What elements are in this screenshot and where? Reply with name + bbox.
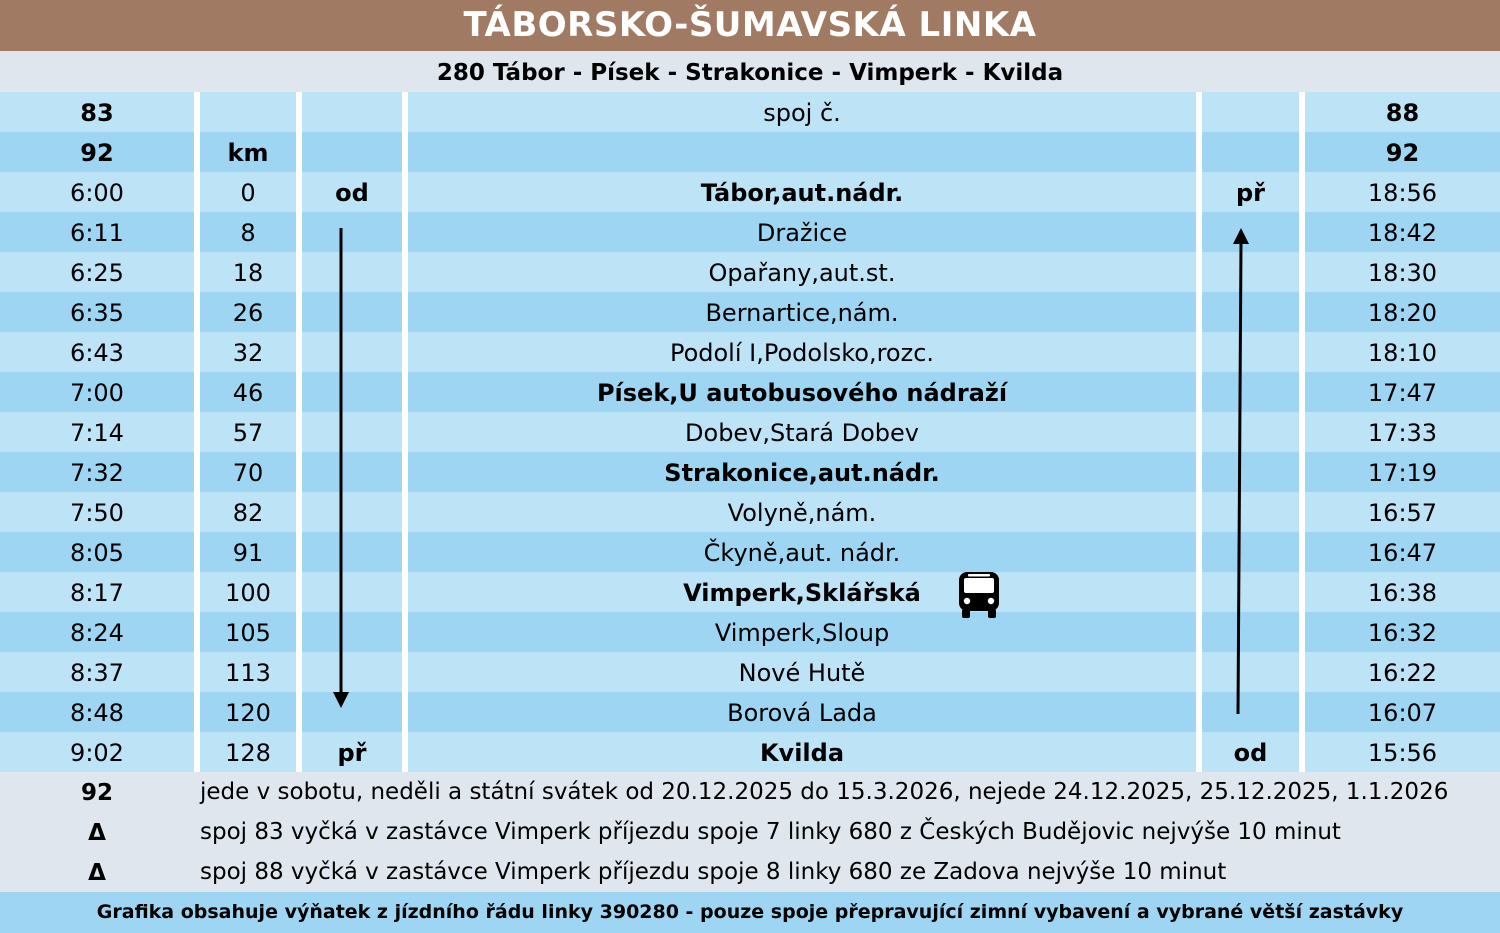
departure-time-outbound: 8:05 xyxy=(70,539,124,567)
stop-name: Dražice xyxy=(756,219,848,247)
km-value: 128 xyxy=(225,739,271,767)
departure-time-return: 18:20 xyxy=(1367,299,1438,327)
km-value: 26 xyxy=(232,299,264,327)
stop-name: Borová Lada xyxy=(727,699,877,727)
departure-time-outbound: 7:14 xyxy=(70,419,124,447)
note-code-return: 92 xyxy=(1385,139,1420,167)
km-header: km xyxy=(227,139,269,167)
bus-icon xyxy=(956,571,1002,619)
trip-number-outbound: 83 xyxy=(80,99,114,127)
departure-time-return: 17:33 xyxy=(1367,419,1438,447)
km-value: 70 xyxy=(232,459,264,487)
column-divider xyxy=(1196,92,1202,772)
stop-row xyxy=(0,372,1500,412)
stop-row xyxy=(0,652,1500,692)
page-title: TÁBORSKO-ŠUMAVSKÁ LINKA xyxy=(0,0,1500,51)
trip-number-row xyxy=(0,92,1500,132)
km-value: 113 xyxy=(225,659,271,687)
km-value: 18 xyxy=(232,259,264,287)
departure-time-return: 18:56 xyxy=(1367,179,1438,207)
km-value: 91 xyxy=(232,539,264,567)
stop-name: Písek,U autobusového nádraží xyxy=(596,379,1008,407)
km-value: 8 xyxy=(240,219,256,247)
marker-return: od xyxy=(1233,739,1268,767)
footer-note: Grafika obsahuje výňatek z jízdního řádu linky 390280 - pouze spoje přepravující zimní vybavení a vybrané větší zastávky xyxy=(0,892,1500,933)
note-symbol: Δ xyxy=(88,820,106,846)
departure-time-outbound: 6:35 xyxy=(70,299,124,327)
departure-time-return: 16:07 xyxy=(1367,699,1438,727)
departure-time-return: 18:10 xyxy=(1367,339,1438,367)
stop-name: Bernartice,nám. xyxy=(705,299,899,327)
departure-time-outbound: 7:00 xyxy=(70,379,124,407)
note-text: spoj 83 vyčká v zastávce Vimperk příjezdu spoje 7 linky 680 z Českých Budějovic nejvýše 10 minut xyxy=(200,819,1341,845)
stop-name: Dobev,Stará Dobev xyxy=(685,419,919,447)
marker-outbound: od xyxy=(335,179,369,207)
stop-name: Čkyně,aut. nádr. xyxy=(703,539,901,567)
stop-row xyxy=(0,692,1500,732)
stop-row xyxy=(0,492,1500,532)
note-row xyxy=(0,772,1500,812)
note-text: jede v sobotu, neděli a státní svátek od 20.12.2025 do 15.3.2026, nejede 24.12.2025, 25.12.2025, 1.1.2026 xyxy=(200,779,1449,805)
departure-time-return: 17:47 xyxy=(1367,379,1438,407)
km-value: 46 xyxy=(232,379,264,407)
column-divider xyxy=(296,92,302,772)
departure-time-outbound: 7:32 xyxy=(70,459,124,487)
departure-time-outbound: 8:24 xyxy=(70,619,124,647)
km-value: 32 xyxy=(232,339,264,367)
departure-time-outbound: 9:02 xyxy=(70,739,124,767)
stop-row xyxy=(0,172,1500,212)
stop-row xyxy=(0,452,1500,492)
column-divider xyxy=(1299,92,1305,772)
stop-name: Podolí I,Podolsko,rozc. xyxy=(669,339,935,367)
departure-time-outbound: 8:37 xyxy=(70,659,124,687)
note-row xyxy=(0,812,1500,852)
note-row xyxy=(0,852,1500,892)
stop-row xyxy=(0,212,1500,252)
stop-row xyxy=(0,252,1500,292)
stop-name: Tábor,aut.nádr. xyxy=(700,179,904,207)
stop-name: Vimperk,Sloup xyxy=(714,619,890,647)
departure-time-outbound: 6:25 xyxy=(70,259,124,287)
stop-row xyxy=(0,572,1500,612)
column-divider xyxy=(194,92,200,772)
departure-time-outbound: 6:43 xyxy=(70,339,124,367)
departure-time-return: 16:22 xyxy=(1367,659,1438,687)
departure-time-outbound: 8:48 xyxy=(70,699,124,727)
departure-time-return: 15:56 xyxy=(1367,739,1438,767)
departure-time-return: 18:42 xyxy=(1367,219,1438,247)
stop-name: Strakonice,aut.nádr. xyxy=(664,459,940,487)
departure-time-return: 16:32 xyxy=(1367,619,1438,647)
note-text: spoj 88 vyčká v zastávce Vimperk příjezdu spoje 8 linky 680 ze Zadova nejvýše 10 minut xyxy=(200,859,1227,885)
departure-time-outbound: 7:50 xyxy=(70,499,124,527)
trip-number-label: spoj č. xyxy=(763,99,841,127)
stop-name: Kvilda xyxy=(759,739,845,767)
note-symbol: Δ xyxy=(88,860,106,886)
departure-time-return: 16:38 xyxy=(1367,579,1438,607)
departure-time-return: 17:19 xyxy=(1367,459,1438,487)
km-value: 0 xyxy=(240,179,256,207)
stop-name: Opařany,aut.st. xyxy=(708,259,896,287)
stop-row xyxy=(0,612,1500,652)
marker-return: př xyxy=(1235,179,1265,207)
stop-name: Volyně,nám. xyxy=(727,499,877,527)
stop-row xyxy=(0,292,1500,332)
km-value: 100 xyxy=(225,579,271,607)
trip-number-return: 88 xyxy=(1385,99,1420,127)
km-value: 105 xyxy=(225,619,271,647)
note-code-outbound: 92 xyxy=(80,139,114,167)
stop-row xyxy=(0,532,1500,572)
route-title: 280 Tábor - Písek - Strakonice - Vimperk - Kvilda xyxy=(0,51,1500,92)
stop-row xyxy=(0,732,1500,772)
departure-time-return: 16:57 xyxy=(1367,499,1438,527)
departure-time-return: 18:30 xyxy=(1367,259,1438,287)
arrow-up-icon xyxy=(1228,226,1254,716)
departure-time-outbound: 8:17 xyxy=(70,579,124,607)
note-symbol: 92 xyxy=(80,780,113,806)
km-value: 57 xyxy=(232,419,264,447)
operation-note-row xyxy=(0,132,1500,172)
column-divider xyxy=(402,92,408,772)
arrow-down-icon xyxy=(328,226,354,710)
departure-time-outbound: 6:11 xyxy=(70,219,124,247)
km-value: 120 xyxy=(225,699,271,727)
departure-time-outbound: 6:00 xyxy=(70,179,124,207)
marker-outbound: př xyxy=(337,739,367,767)
stop-name: Nové Hutě xyxy=(738,659,866,687)
stop-name: Vimperk,Sklářská xyxy=(683,579,921,607)
departure-time-return: 16:47 xyxy=(1367,539,1438,567)
stop-row xyxy=(0,332,1500,372)
km-value: 82 xyxy=(232,499,264,527)
stop-row xyxy=(0,412,1500,452)
